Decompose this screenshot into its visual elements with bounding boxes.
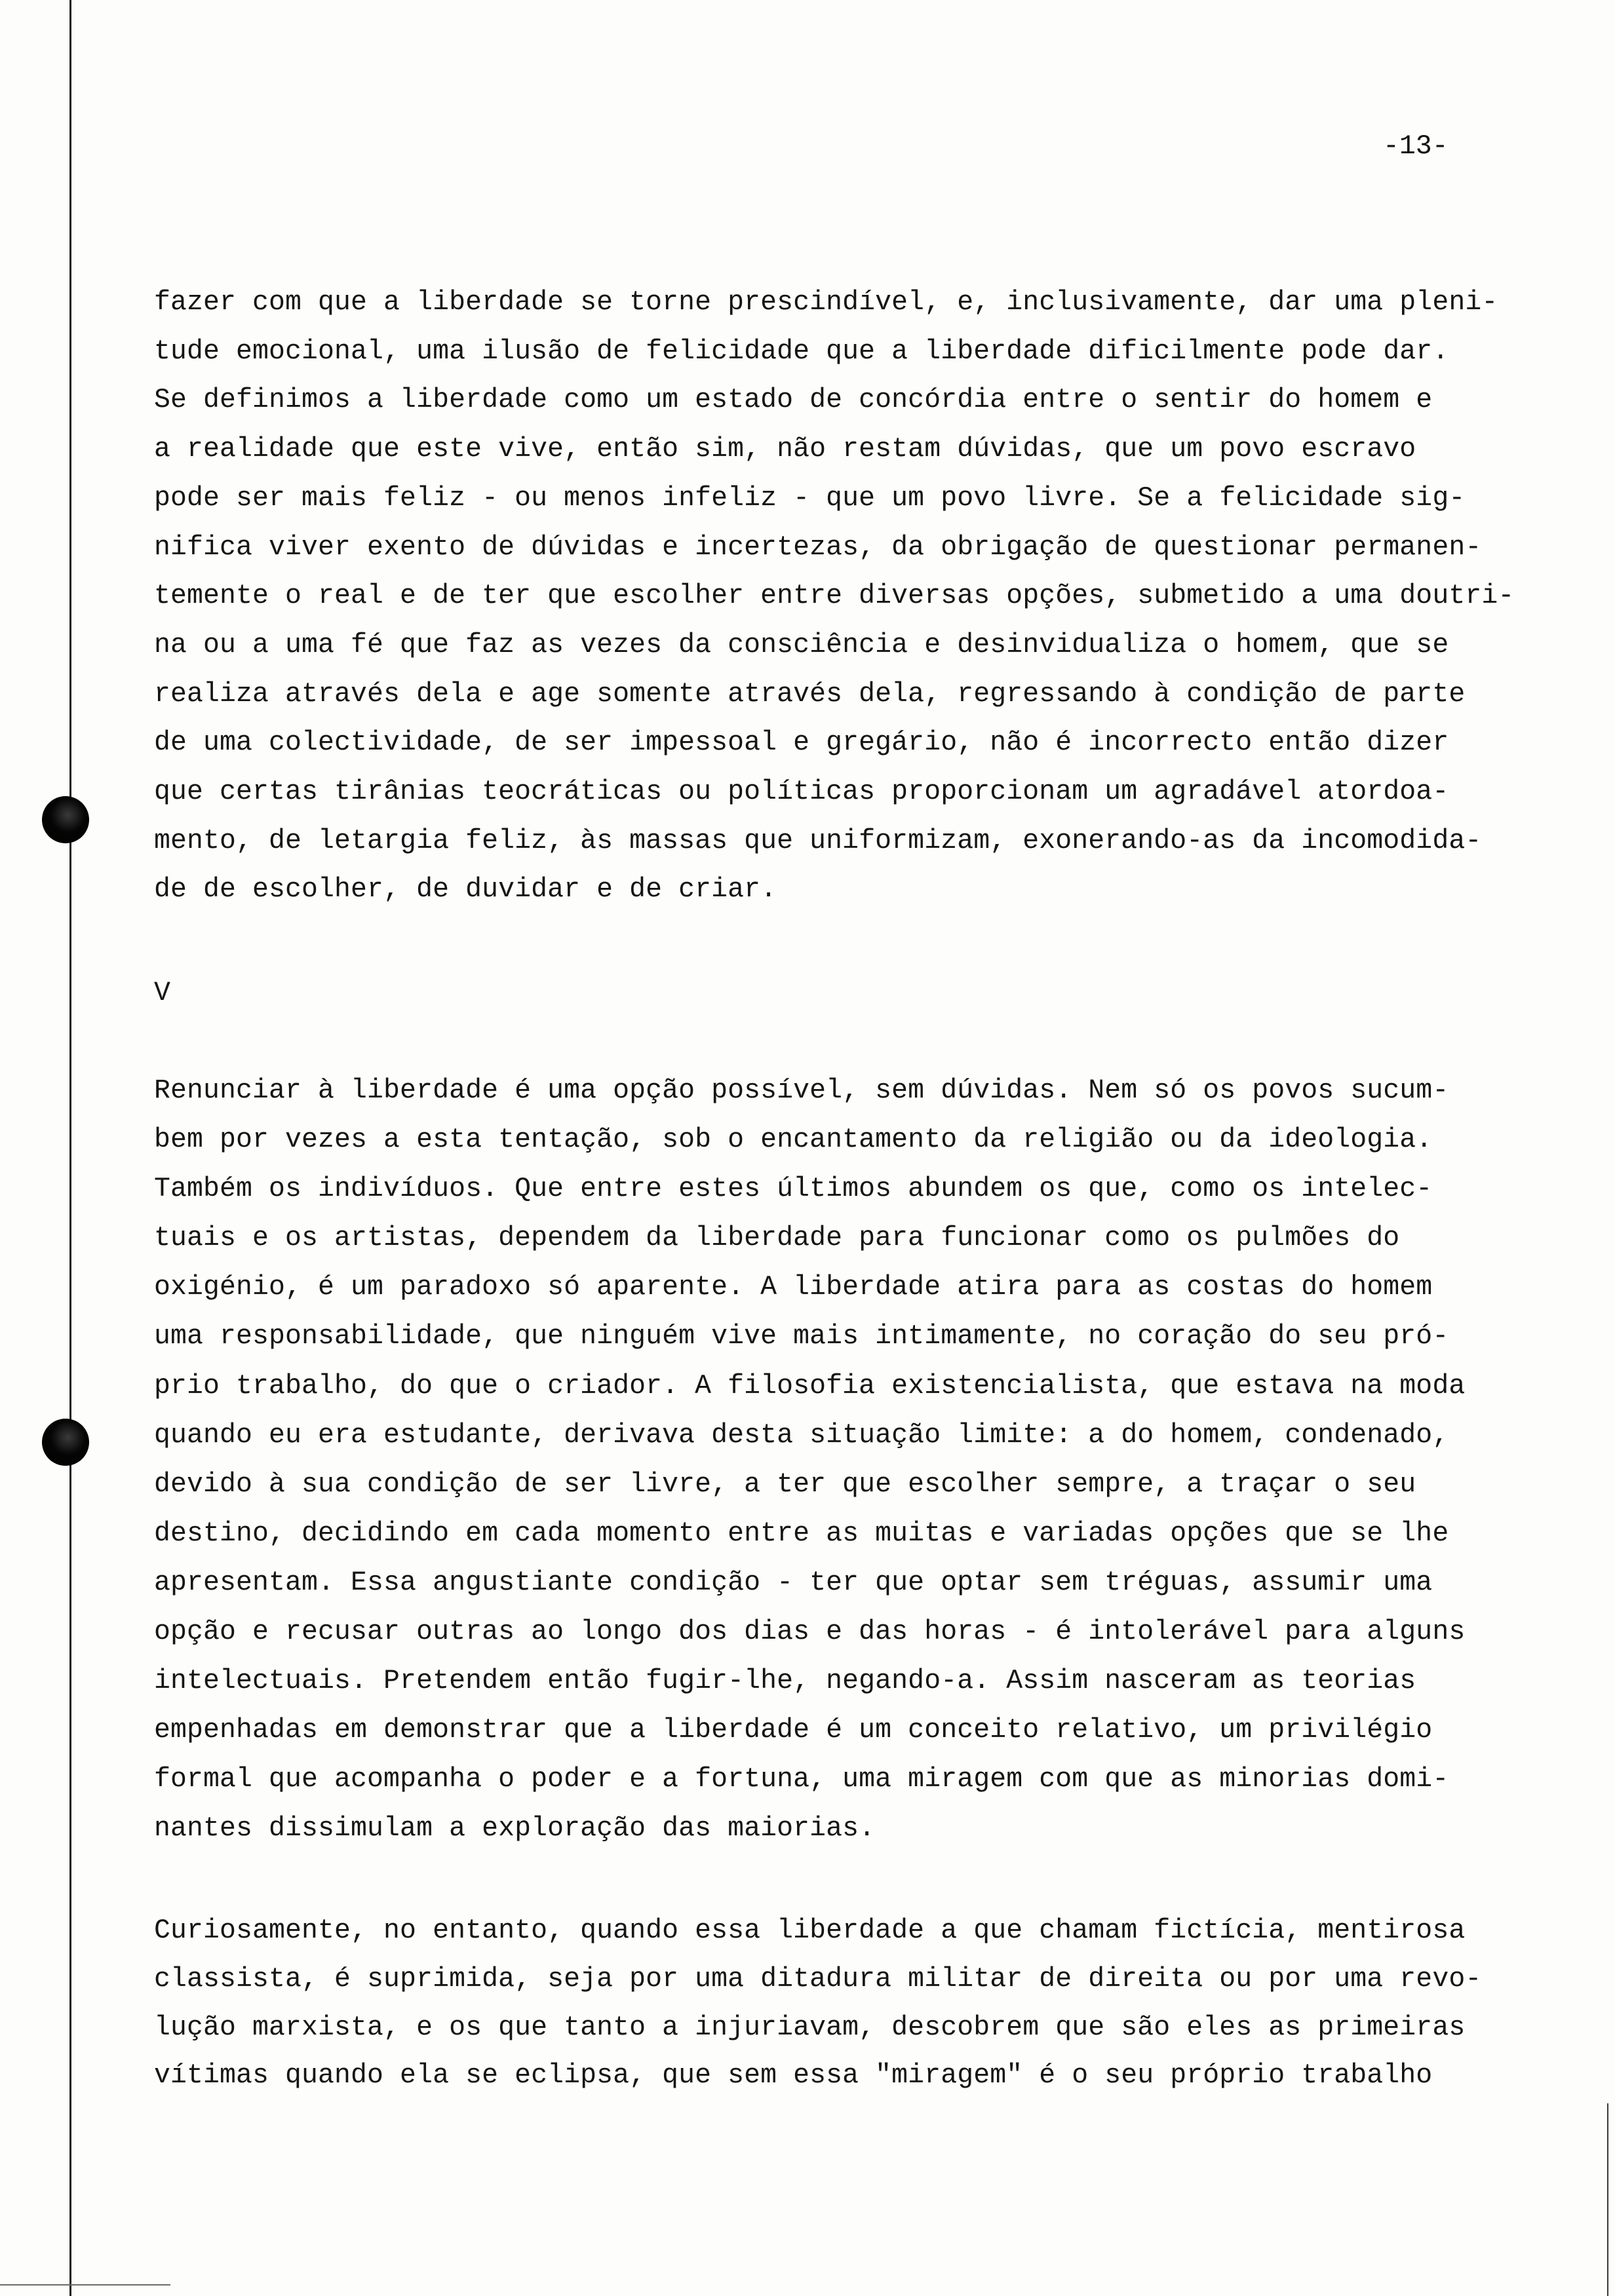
text-line: na ou a uma fé que faz as vezes da consciência e desinvidualiza o homem, que se	[154, 629, 1449, 660]
text-line: de uma colectividade, de ser impessoal e gregário, não é incorrecto então dizer	[154, 727, 1449, 759]
text-line: Se definimos a liberdade como um estado de concórdia entre o sentir do homem e	[154, 385, 1433, 416]
text-line: Renunciar à liberdade é uma opção possível, sem dúvidas. Nem só os povos sucum-	[154, 1075, 1449, 1106]
text-line: prio trabalho, do que o criador. A filosofia existencialista, que estava na moda	[154, 1370, 1466, 1402]
text-line: destino, decidindo em cada momento entre as muitas e variadas opções que se lhe	[154, 1518, 1449, 1549]
text-line: mento, de letargia feliz, às massas que uniformizam, exonerando-as da incomodida-	[154, 825, 1482, 856]
text-line: de de escolher, de duvidar e de criar.	[154, 874, 777, 906]
paragraph-3	[154, 1907, 1481, 2100]
right-edge-line	[1607, 2103, 1608, 2296]
text-line: formal que acompanha o poder e a fortuna, uma miragem com que as minorias domi-	[154, 1764, 1449, 1795]
text-line: oxigénio, é um paradoxo só aparente. A liberdade atira para as costas do homem	[154, 1272, 1433, 1303]
section-heading: V	[154, 978, 171, 1008]
text-line: classista, é suprimida, seja por uma ditadura militar de direita ou por uma revo-	[154, 1963, 1482, 1995]
text-line: empenhadas em demonstrar que a liberdade é um conceito relativo, um privilégio	[154, 1715, 1433, 1746]
paragraph-2	[154, 1066, 1465, 1854]
text-line: fazer com que a liberdade se torne prescindível, e, inclusivamente, dar uma pleni-	[154, 287, 1498, 318]
text-line: uma responsabilidade, que ninguém vive mais intimamente, no coração do seu pró-	[154, 1321, 1449, 1352]
text-line: quando eu era estudante, derivava desta situação limite: a do homem, condenado,	[154, 1419, 1449, 1451]
text-line: apresentam. Essa angustiante condição - ter que optar sem tréguas, assumir uma	[154, 1567, 1433, 1598]
text-line: Também os indivíduos. Que entre estes últimos abundem os que, como os intelec-	[154, 1174, 1433, 1205]
bottom-edge-line	[0, 2284, 170, 2286]
punch-hole-icon	[42, 796, 89, 843]
text-line: nifica viver exento de dúvidas e incertezas, da obrigação de questionar permanen-	[154, 531, 1482, 563]
text-line: realiza através dela e age somente através dela, regressando à condição de parte	[154, 678, 1466, 710]
text-line: vítimas quando ela se eclipsa, que sem essa "miragem" é o seu próprio trabalho	[154, 2060, 1433, 2092]
text-line: nantes dissimulam a exploração das maiorias.	[154, 1813, 876, 1845]
punch-hole-icon	[42, 1419, 89, 1466]
text-line: tude emocional, uma ilusão de felicidade que a liberdade dificilmente pode dar.	[154, 335, 1449, 367]
text-line: devido à sua condição de ser livre, a ter que escolher sempre, a traçar o seu	[154, 1468, 1416, 1500]
text-line: lução marxista, e os que tanto a injuriavam, descobrem que são eles as primeiras	[154, 2012, 1466, 2043]
text-line: pode ser mais feliz - ou menos infeliz - que um povo livre. Se a felicidade sig-	[154, 482, 1466, 514]
left-margin-rule	[69, 0, 71, 2296]
text-line: que certas tirânias teocráticas ou políticas proporcionam um agradável atordoa-	[154, 776, 1449, 808]
text-line: Curiosamente, no entanto, quando essa liberdade a que chamam fictícia, mentirosa	[154, 1915, 1466, 1946]
text-line: tuais e os artistas, dependem da liberdade para funcionar como os pulmões do	[154, 1223, 1400, 1254]
text-line: a realidade que este vive, então sim, não restam dúvidas, que um povo escravo	[154, 434, 1416, 465]
paragraph-1	[154, 278, 1514, 915]
page-number: -13-	[1383, 131, 1449, 162]
text-line: intelectuais. Pretendem então fugir-lhe, negando-a. Assim nasceram as teorias	[154, 1666, 1416, 1697]
text-line: bem por vezes a esta tentação, sob o encantamento da religião ou da ideologia.	[154, 1124, 1433, 1156]
text-line: temente o real e de ter que escolher entre diversas opções, submetido a uma doutri-	[154, 581, 1515, 612]
text-line: opção e recusar outras ao longo dos dias e das horas - é intolerável para alguns	[154, 1617, 1466, 1648]
